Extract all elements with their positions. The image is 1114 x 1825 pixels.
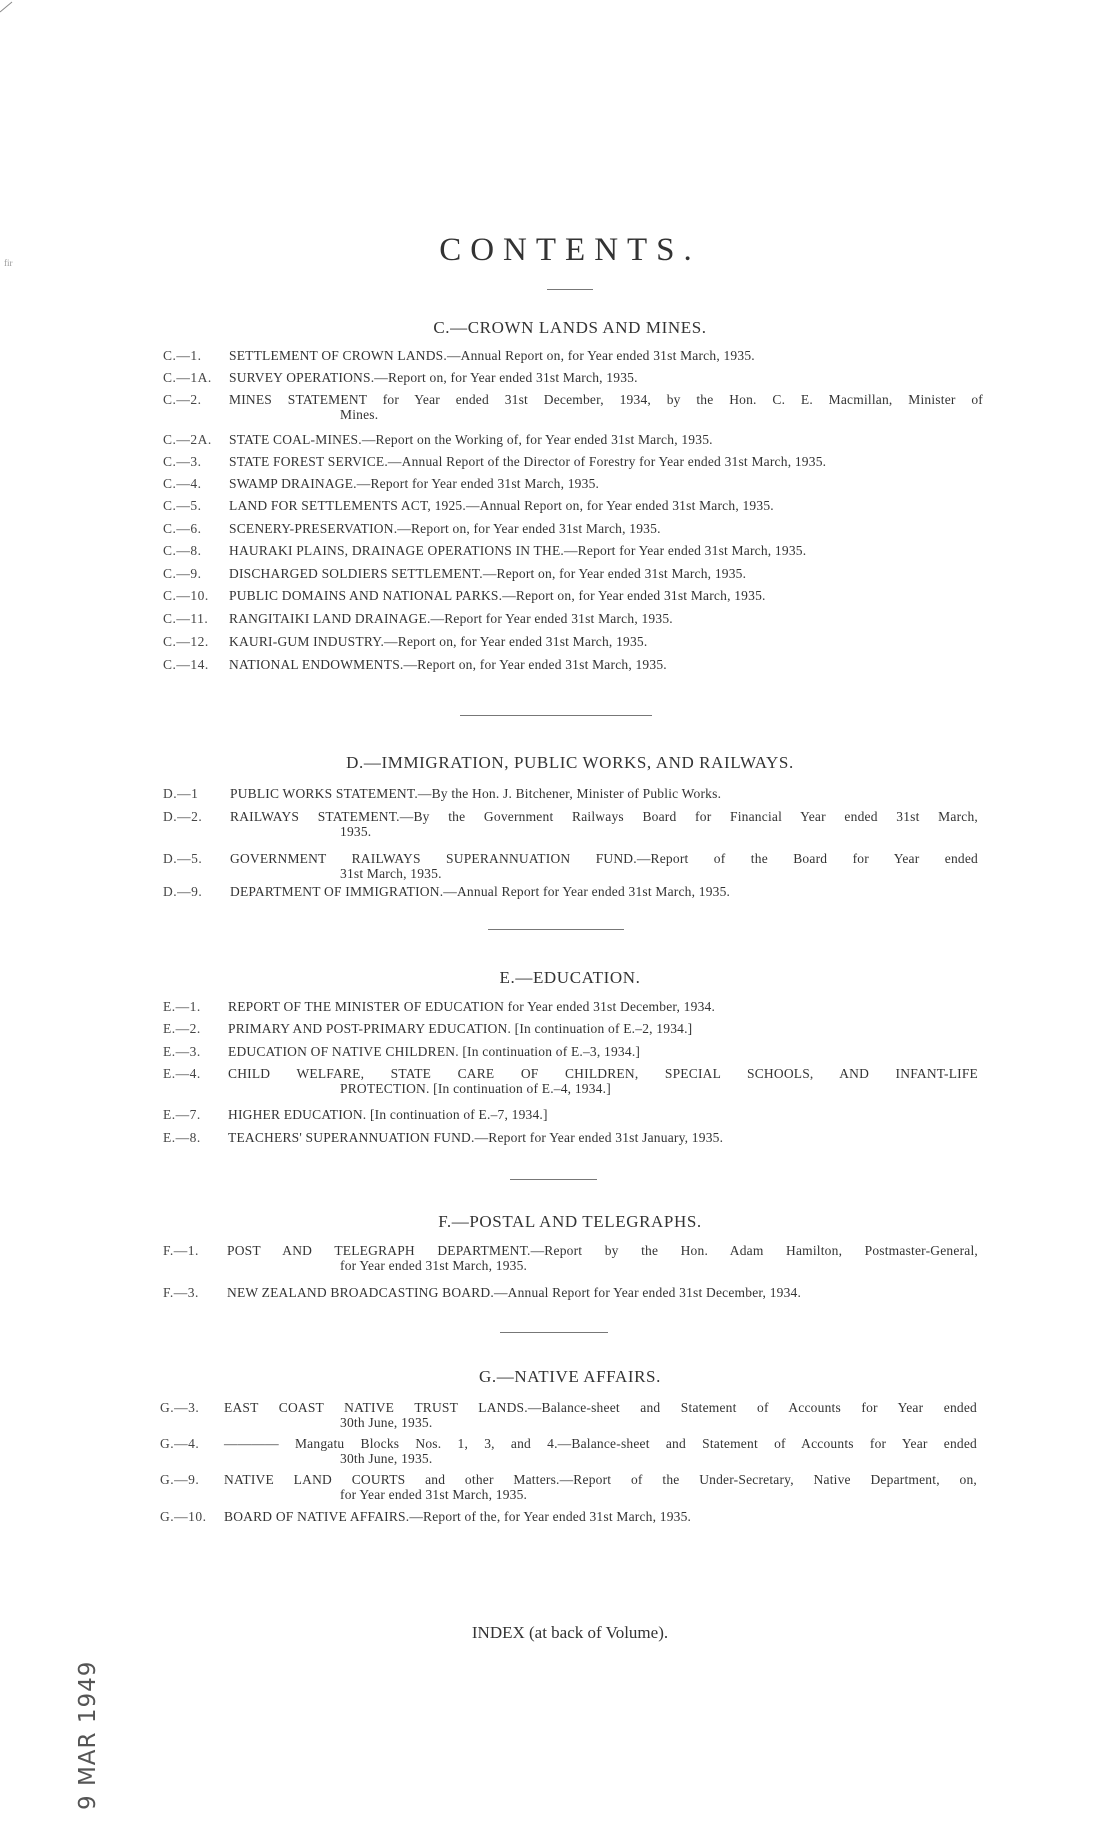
- entry-text: [229, 634, 975, 649]
- entry-title: KAURI-GUM INDUSTRY.—Report on, for Year ended 31st March, 1935.: [229, 634, 648, 649]
- entry-text: [229, 543, 975, 558]
- entry-title: DEPARTMENT OF IMMIGRATION.—Annual Report for Year ended 31st March, 1935.: [230, 884, 731, 899]
- entry-text: [224, 1436, 977, 1466]
- entry-code: C.—2.: [163, 392, 202, 407]
- entry-text: [229, 588, 975, 603]
- entry-code: C.—9.: [163, 566, 202, 581]
- entry-text: [228, 1107, 975, 1122]
- section-divider: [510, 1179, 597, 1180]
- entry-code: C.—2A.: [163, 432, 212, 447]
- scan-corner-mark: [0, 0, 14, 18]
- entry-code: C.—14.: [163, 657, 209, 672]
- entry-text: [229, 348, 975, 363]
- entry-text: [229, 454, 983, 469]
- entry-title: DISCHARGED SOLDIERS SETTLEMENT.—Report on, for Year ended 31st March, 1935.: [229, 566, 747, 581]
- entry-code: C.—4.: [163, 476, 202, 491]
- entry-code: C.—10.: [163, 588, 209, 603]
- entry-code: C.—6.: [163, 521, 202, 536]
- page-title: CONTENTS.: [439, 232, 701, 268]
- entry-code: G.—10.: [160, 1509, 207, 1524]
- entry-text: [230, 809, 978, 839]
- entry-continuation: 30th June, 1935.: [340, 1415, 433, 1430]
- entry-code: E.—7.: [163, 1107, 201, 1122]
- entry-title: STATE COAL-MINES.—Report on the Working of, for Year ended 31st March, 1935.: [229, 432, 713, 447]
- entry-code: G.—9.: [160, 1472, 200, 1487]
- entry-text: [229, 392, 983, 422]
- entry-title: PRIMARY AND POST-PRIMARY EDUCATION. [In continuation of E.–2, 1934.]: [228, 1021, 693, 1036]
- margin-scan-mark: fir: [4, 258, 13, 268]
- entry-text: [224, 1509, 975, 1524]
- entry-title: HIGHER EDUCATION. [In continuation of E.–7, 1934.]: [228, 1107, 548, 1122]
- section-divider: [500, 1332, 608, 1333]
- entry-text: [229, 432, 975, 447]
- entry-code: G.—4.: [160, 1436, 200, 1451]
- entry-code: C.—12.: [163, 634, 209, 649]
- entry-code: G.—3.: [160, 1400, 200, 1415]
- entry-continuation: 31st March, 1935.: [340, 866, 442, 881]
- entry-text: [229, 476, 975, 491]
- entry-text: [228, 1044, 975, 1059]
- entry-text: [227, 1243, 978, 1273]
- entry-title: ———— Mangatu Blocks Nos. 1, 3, and 4.—Balance-sheet and Statement of Accounts for Year ended: [224, 1436, 977, 1451]
- entry-code: E.—8.: [163, 1130, 201, 1145]
- section-divider: [460, 715, 652, 716]
- entry-text: [229, 498, 975, 513]
- entry-text: [227, 1285, 975, 1300]
- entry-code: D.—5.: [163, 851, 203, 866]
- entry-title: PUBLIC WORKS STATEMENT.—By the Hon. J. Bitchener, Minister of Public Works.: [230, 786, 722, 801]
- section-heading: G.—NATIVE AFFAIRS.: [479, 1367, 661, 1386]
- entry-text: [229, 370, 975, 385]
- section-divider: [488, 929, 624, 930]
- entry-title: EDUCATION OF NATIVE CHILDREN. [In continuation of E.–3, 1934.]: [228, 1044, 641, 1059]
- entry-code: C.—11.: [163, 611, 209, 626]
- entry-code: D.—9.: [163, 884, 203, 899]
- entry-title: NEW ZEALAND BROADCASTING BOARD.—Annual Report for Year ended 31st December, 1934.: [227, 1285, 802, 1300]
- entry-code: E.—4.: [163, 1066, 201, 1081]
- entry-title: STATE FOREST SERVICE.—Annual Report of the Director of Forestry for Year ended 31st March, 1935.: [229, 454, 827, 469]
- entry-title: LAND FOR SETTLEMENTS ACT, 1925.—Annual Report on, for Year ended 31st March, 1935.: [229, 498, 774, 513]
- entry-code: C.—1A.: [163, 370, 212, 385]
- entry-code: F.—3.: [163, 1285, 199, 1300]
- entry-code: C.—1.: [163, 348, 202, 363]
- date-stamp: 9 MAR 1949: [75, 1660, 101, 1810]
- entry-continuation: for Year ended 31st March, 1935.: [340, 1258, 528, 1273]
- entry-title: SURVEY OPERATIONS.—Report on, for Year ended 31st March, 1935.: [229, 370, 638, 385]
- entry-text: [230, 884, 975, 899]
- entry-title: CHILD WELFARE, STATE CARE OF CHILDREN, SPECIAL SCHOOLS, AND INFANT-LIFE: [228, 1066, 978, 1081]
- entry-text: [228, 1066, 978, 1096]
- entry-title: HAURAKI PLAINS, DRAINAGE OPERATIONS IN THE.—Report for Year ended 31st March, 1935.: [229, 543, 807, 558]
- entry-code: E.—1.: [163, 999, 201, 1014]
- entry-code: C.—3.: [163, 454, 202, 469]
- entry-continuation: for Year ended 31st March, 1935.: [340, 1487, 528, 1502]
- entry-text: [230, 786, 975, 801]
- title-rule: [547, 289, 593, 290]
- section-heading: F.—POSTAL AND TELEGRAPHS.: [438, 1212, 702, 1231]
- section-heading: E.—EDUCATION.: [499, 968, 641, 987]
- entry-title: GOVERNMENT RAILWAYS SUPERANNUATION FUND.—Report of the Board for Year ended: [230, 851, 978, 866]
- entry-title: NATIVE LAND COURTS and other Matters.—Report of the Under-Secretary, Native Department, on,: [224, 1472, 977, 1487]
- entry-code: F.—1.: [163, 1243, 199, 1258]
- entry-title: NATIONAL ENDOWMENTS.—Report on, for Year ended 31st March, 1935.: [229, 657, 667, 672]
- entry-code: E.—3.: [163, 1044, 201, 1059]
- entry-title: TEACHERS' SUPERANNUATION FUND.—Report for Year ended 31st January, 1935.: [228, 1130, 724, 1145]
- entry-code: D.—2.: [163, 809, 203, 824]
- entry-code: C.—8.: [163, 543, 202, 558]
- entry-text: [229, 566, 975, 581]
- entry-code: D.—1: [163, 786, 199, 801]
- entry-text: [229, 657, 975, 672]
- entry-title: SCENERY-PRESERVATION.—Report on, for Year ended 31st March, 1935.: [229, 521, 661, 536]
- entry-code: C.—5.: [163, 498, 202, 513]
- entry-title: PUBLIC DOMAINS AND NATIONAL PARKS.—Report on, for Year ended 31st March, 1935.: [229, 588, 766, 603]
- entry-title: POST AND TELEGRAPH DEPARTMENT.—Report by the Hon. Adam Hamilton, Postmaster-General,: [227, 1243, 978, 1258]
- entry-text: [228, 1130, 975, 1145]
- entry-text: [229, 521, 975, 536]
- entry-text: [229, 611, 975, 626]
- entry-text: [224, 1472, 977, 1502]
- entry-title: MINES STATEMENT for Year ended 31st December, 1934, by the Hon. C. E. Macmillan, Minister of: [229, 392, 983, 407]
- entry-title: RAILWAYS STATEMENT.—By the Government Railways Board for Financial Year ended 31st March,: [230, 809, 978, 824]
- entry-title: SETTLEMENT OF CROWN LANDS.—Annual Report on, for Year ended 31st March, 1935.: [229, 348, 755, 363]
- entry-continuation: 30th June, 1935.: [340, 1451, 433, 1466]
- entry-title: EAST COAST NATIVE TRUST LANDS.—Balance-sheet and Statement of Accounts for Year ended: [224, 1400, 977, 1415]
- section-heading: C.—CROWN LANDS AND MINES.: [433, 318, 707, 337]
- entry-title: BOARD OF NATIVE AFFAIRS.—Report of the, for Year ended 31st March, 1935.: [224, 1509, 692, 1524]
- entry-code: E.—2.: [163, 1021, 201, 1036]
- entry-title: SWAMP DRAINAGE.—Report for Year ended 31st March, 1935.: [229, 476, 600, 491]
- entry-text: [228, 999, 975, 1014]
- entry-continuation: Mines.: [340, 407, 379, 422]
- entry-title: RANGITAIKI LAND DRAINAGE.—Report for Year ended 31st March, 1935.: [229, 611, 673, 626]
- entry-text: [230, 851, 978, 881]
- entry-continuation: PROTECTION. [In continuation of E.–4, 1934.]: [340, 1081, 611, 1096]
- entry-continuation: 1935.: [340, 824, 372, 839]
- entry-title: REPORT OF THE MINISTER OF EDUCATION for Year ended 31st December, 1934.: [228, 999, 716, 1014]
- entry-text: [228, 1021, 975, 1036]
- entry-text: [224, 1400, 977, 1430]
- section-heading: D.—IMMIGRATION, PUBLIC WORKS, AND RAILWAYS.: [346, 753, 794, 772]
- index-note: INDEX (at back of Volume).: [471, 1623, 669, 1642]
